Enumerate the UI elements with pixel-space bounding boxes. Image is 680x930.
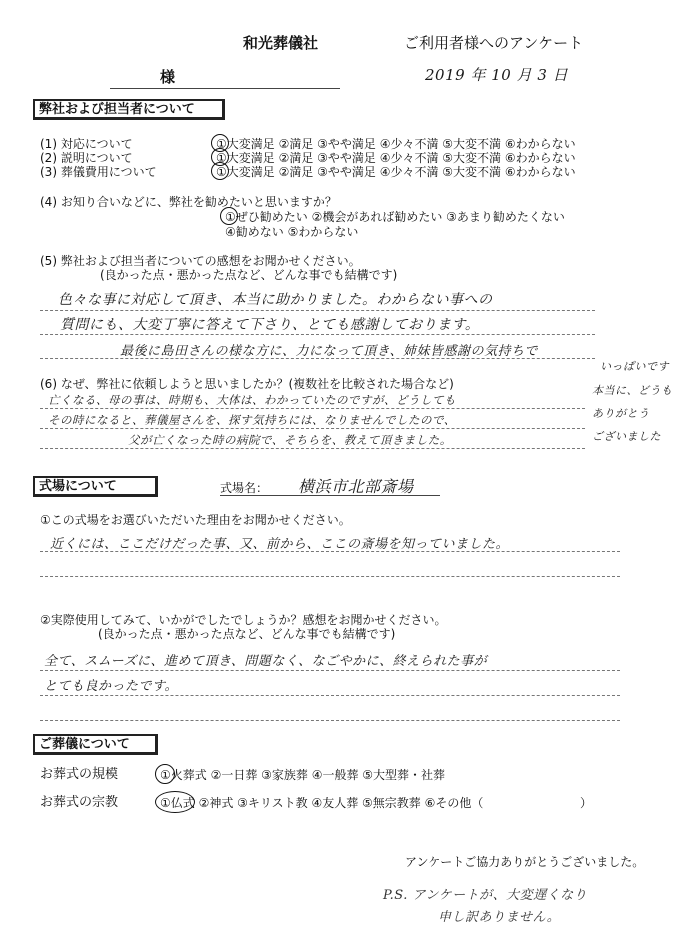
company-name: 和光葬儀社 <box>243 34 319 52</box>
ps-line1: P.S. アンケートが、大変遅くなり <box>383 888 588 903</box>
q5-note: (良かった点・悪かった点など、どんな事でも結構です) <box>100 268 398 282</box>
q1-label: (1) 対応について <box>40 137 133 151</box>
q2-label: (2) 説明について <box>40 151 133 165</box>
q4-options-line1: ①ぜひ勧めたい ②機会があれば勧めたい ③あまり勧めたくない <box>225 210 565 224</box>
religion-label: お葬式の宗教 <box>40 795 119 810</box>
answer-circle-q3 <box>211 162 229 180</box>
venue-name: 横浜市北部斎場 <box>298 477 414 496</box>
venue-label: 式場名： <box>220 481 269 495</box>
q5-side-note-4: ございました <box>592 430 661 443</box>
venue-q2-line-1 <box>40 670 620 671</box>
venue-q2-question: ②実際使用してみて、いかがでしたでしょうか？感想をお聞かせください。 <box>40 613 447 627</box>
q5-answer-line2: 質問にも、大変丁寧に答えて下さり、とても感謝しております。 <box>60 317 480 333</box>
q6-answer-line1: 亡くなる、母の事は、時期も、大体は、わかっていたのですが、どうしても <box>48 393 456 407</box>
q6-answer-line2: その時になると、葬儀屋さんを、探す気持ちには、なりませんでしたので、 <box>48 413 456 427</box>
q2-options: ①大変満足 ②満足 ③やや満足 ④少々不満 ⑤大変不満 ⑥わからない <box>216 151 576 165</box>
survey-date: 2019 年 10 月 3 日 <box>425 66 569 84</box>
name-underline <box>110 88 340 89</box>
venue-q1-question: ①この式場をお選びいただいた理由をお聞かせください。 <box>40 513 351 527</box>
q6-line-2 <box>40 428 585 429</box>
answer-circle-q4 <box>220 207 238 225</box>
venue-q2-line-3 <box>40 720 620 721</box>
q3-options: ①大変満足 ②満足 ③やや満足 ④少々不満 ⑤大変不満 ⑥わからない <box>216 165 576 179</box>
religion-close-paren: ） <box>580 796 593 810</box>
section-heading-funeral: ご葬儀について <box>39 737 130 752</box>
q5-question: (5) 弊社および担当者についての感想をお聞かせください。 <box>40 254 361 268</box>
scale-label: お葬式の規模 <box>40 767 119 782</box>
venue-q1-line-2 <box>40 576 620 577</box>
survey-title: ご利用者様へのアンケート <box>404 34 584 52</box>
q6-answer-line3: 父が亡くなった時の病院で、そちらを、教えて頂きました。 <box>128 433 452 447</box>
section-heading-venue: 式場について <box>39 479 117 494</box>
q3-label: (3) 葬儀費用について <box>40 165 157 179</box>
venue-q2-note: (良かった点・悪かった点など、どんな事でも結構です) <box>98 627 396 641</box>
venue-q2-answer-line1: 全て、スムーズに、進めて頂き、問題なく、なごやかに、終えられた事が <box>44 654 488 669</box>
section-box-funeral <box>33 734 158 755</box>
q1-options: ①大変満足 ②満足 ③やや満足 ④少々不満 ⑤大変不満 ⑥わからない <box>216 137 576 151</box>
q4-question: (4) お知り合いなどに、弊社を勧めたいと思いますか？ <box>40 195 337 209</box>
q5-line-1 <box>40 310 595 311</box>
religion-options: ①仏式 ②神式 ③キリスト教 ④友人葬 ⑤無宗教葬 ⑥その他（ <box>160 796 484 810</box>
section-box-venue <box>33 476 158 497</box>
venue-q1-answer: 近くには、ここだけだった事、又、前から、ここの斎場を知っていました。 <box>50 537 510 552</box>
sama-label: 様 <box>160 68 176 86</box>
q6-line-1 <box>40 408 585 409</box>
section-heading-staff: 弊社および担当者について <box>39 102 195 117</box>
q5-side-note-2: 本当に、どうも <box>592 384 673 397</box>
section-box-staff <box>33 99 225 120</box>
venue-q2-answer-line2: とても良かったです。 <box>44 679 178 694</box>
thanks-message: アンケートご協力ありがとうございました。 <box>405 855 645 869</box>
q5-side-note-3: ありがとう <box>592 407 650 420</box>
answer-circle-scale <box>155 764 175 784</box>
q6-line-3 <box>40 448 585 449</box>
scale-options: ①火葬式 ②一日葬 ③家族葬 ④一般葬 ⑤大型葬・社葬 <box>160 768 446 782</box>
q5-side-note-1: いっぱいです <box>600 360 669 373</box>
q5-line-2 <box>40 334 595 335</box>
q4-options-line2: ④勧めない ⑤わからない <box>225 225 359 239</box>
ps-line2: 申し訳ありません。 <box>438 910 561 925</box>
venue-q2-line-2 <box>40 695 620 696</box>
q6-question: (6) なぜ、弊社に依頼しようと思いましたか？(複数社を比較された場合など) <box>40 377 454 391</box>
q5-answer-line1: 色々な事に対応して頂き、本当に助かりました。わからない事への <box>58 292 493 308</box>
answer-circle-religion <box>155 791 195 813</box>
q5-answer-line3: 最後に島田さんの様な方に、力になって頂き、姉妹皆感謝の気持ちで <box>120 344 538 359</box>
